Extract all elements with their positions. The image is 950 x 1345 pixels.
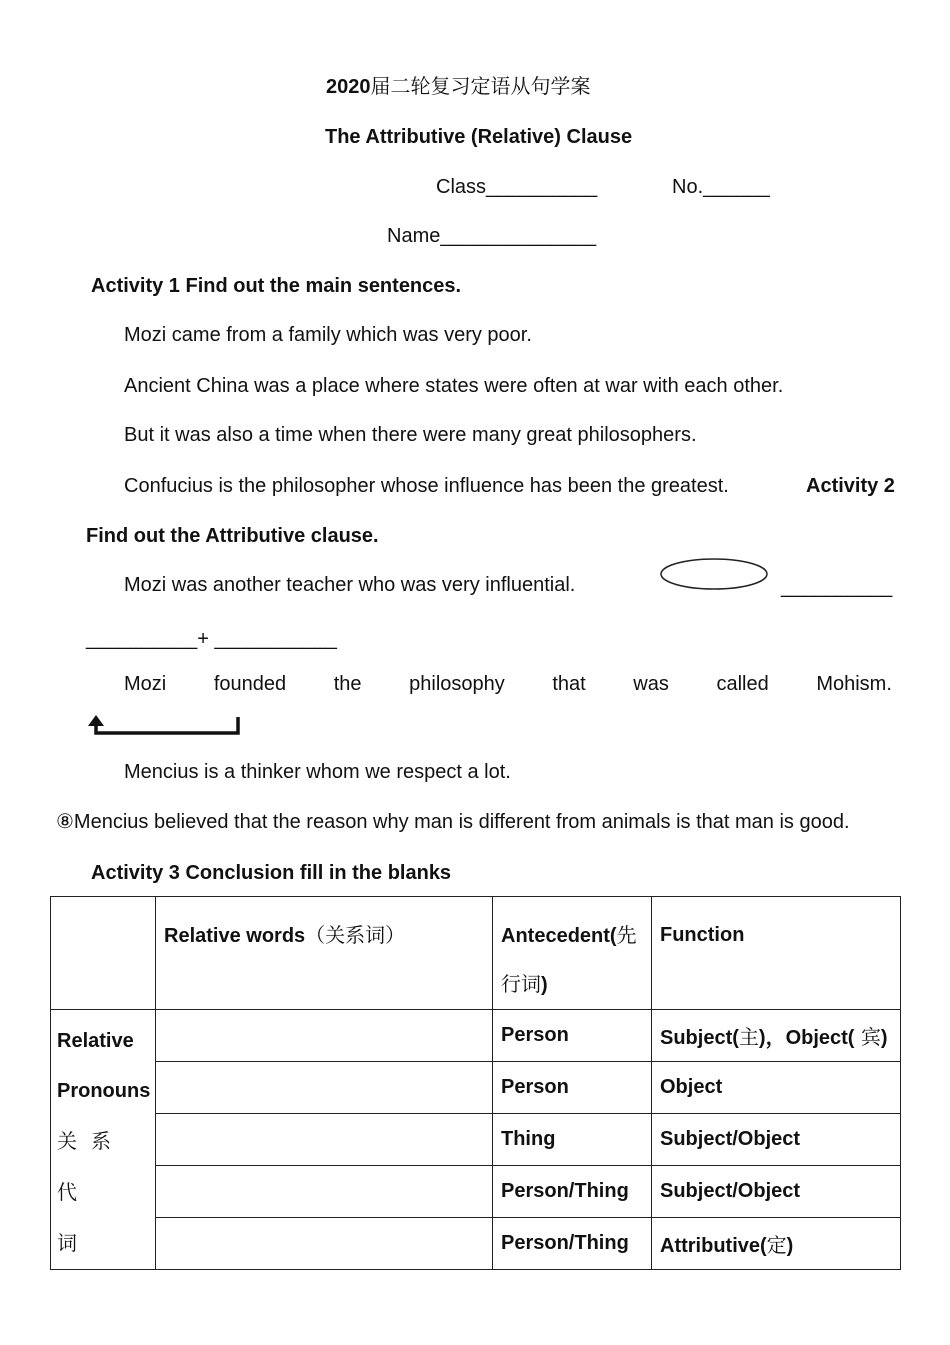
return-arrow-icon bbox=[84, 712, 244, 738]
relative-word-blank[interactable] bbox=[156, 1114, 493, 1166]
relative-word-blank[interactable] bbox=[156, 1062, 493, 1114]
function-cell: Subject(主)，Object( 宾) bbox=[652, 1010, 901, 1062]
activity1-sentence-2: Ancient China was a place where states were often at war with each other. bbox=[124, 375, 784, 397]
class-field[interactable]: Class__________ bbox=[436, 176, 598, 198]
activity2-sentence-3: Mencius is a thinker whom we respect a lot. bbox=[124, 761, 511, 783]
table-row bbox=[51, 1062, 901, 1114]
activity1-sentence-1: Mozi came from a family which was very poor. bbox=[124, 324, 532, 346]
activity1-heading: Activity 1 Find out the main sentences. bbox=[91, 275, 462, 297]
header-antecedent: Antecedent(先 行词) bbox=[493, 897, 652, 1010]
name-field[interactable]: Name______________ bbox=[387, 225, 597, 247]
activity1-sentence-4: Confucius is the philosopher whose influence has been the greatest. bbox=[124, 475, 729, 497]
group-label-relative-pronouns: Relative Pronouns 关系代 词 bbox=[51, 1010, 156, 1270]
activity2-heading-label: Activity 2 bbox=[806, 475, 895, 497]
relative-word-blank[interactable] bbox=[156, 1166, 493, 1218]
word: philosophy bbox=[409, 673, 505, 695]
function-cell: Attributive(定) bbox=[652, 1218, 901, 1270]
answer-blank-right[interactable]: __________ bbox=[781, 576, 893, 598]
activity3-heading: Activity 3 Conclusion fill in the blanks bbox=[91, 862, 452, 884]
title-year: 2020 bbox=[326, 76, 371, 98]
function-cell: Object bbox=[652, 1062, 901, 1114]
title-chinese: 届二轮复习定语从句学案 bbox=[370, 74, 591, 98]
antecedent-cell: Person/Thing bbox=[493, 1218, 652, 1270]
activity2-sentence-1: Mozi was another teacher who was very influential. bbox=[124, 574, 576, 596]
word: the bbox=[333, 673, 362, 695]
header-relative-words: Relative words（关系词） bbox=[156, 897, 493, 1010]
table-row bbox=[51, 1010, 901, 1062]
relative-word-blank[interactable] bbox=[156, 1010, 493, 1062]
activity2-heading: Find out the Attributive clause. bbox=[86, 525, 379, 547]
blank-oval-shape[interactable] bbox=[658, 556, 772, 594]
word: that bbox=[552, 673, 586, 695]
function-cell: Subject/Object bbox=[652, 1166, 901, 1218]
activity1-sentence-3: But it was also a time when there were many great philosophers. bbox=[124, 424, 697, 446]
table-row bbox=[51, 1114, 901, 1166]
table-corner-cell bbox=[51, 897, 156, 1010]
function-cell: Subject/Object bbox=[652, 1114, 901, 1166]
relative-word-blank[interactable] bbox=[156, 1218, 493, 1270]
word: was bbox=[633, 673, 669, 695]
antecedent-cell: Person bbox=[493, 1062, 652, 1114]
table-header-row bbox=[51, 897, 901, 1010]
word: Mohism. bbox=[816, 673, 892, 695]
header-function: Function bbox=[652, 897, 901, 1010]
activity2-sentence-4: ⑧Mencius believed that the reason why man is different from animals is that man is good. bbox=[56, 811, 850, 833]
page-subtitle: The Attributive (Relative) Clause bbox=[325, 126, 633, 148]
word: founded bbox=[213, 673, 287, 695]
word: called bbox=[716, 673, 769, 695]
conclusion-table bbox=[50, 896, 901, 1270]
table-row bbox=[51, 1218, 901, 1270]
number-field[interactable]: No.______ bbox=[672, 176, 770, 198]
activity2-sentence-2 bbox=[124, 672, 892, 696]
table-row bbox=[51, 1166, 901, 1218]
antecedent-cell: Thing bbox=[493, 1114, 652, 1166]
word: Mozi bbox=[124, 673, 167, 695]
antecedent-cell: Person bbox=[493, 1010, 652, 1062]
page-title bbox=[326, 74, 591, 99]
answer-blank-formula[interactable]: __________+ ___________ bbox=[86, 628, 337, 650]
antecedent-cell: Person/Thing bbox=[493, 1166, 652, 1218]
